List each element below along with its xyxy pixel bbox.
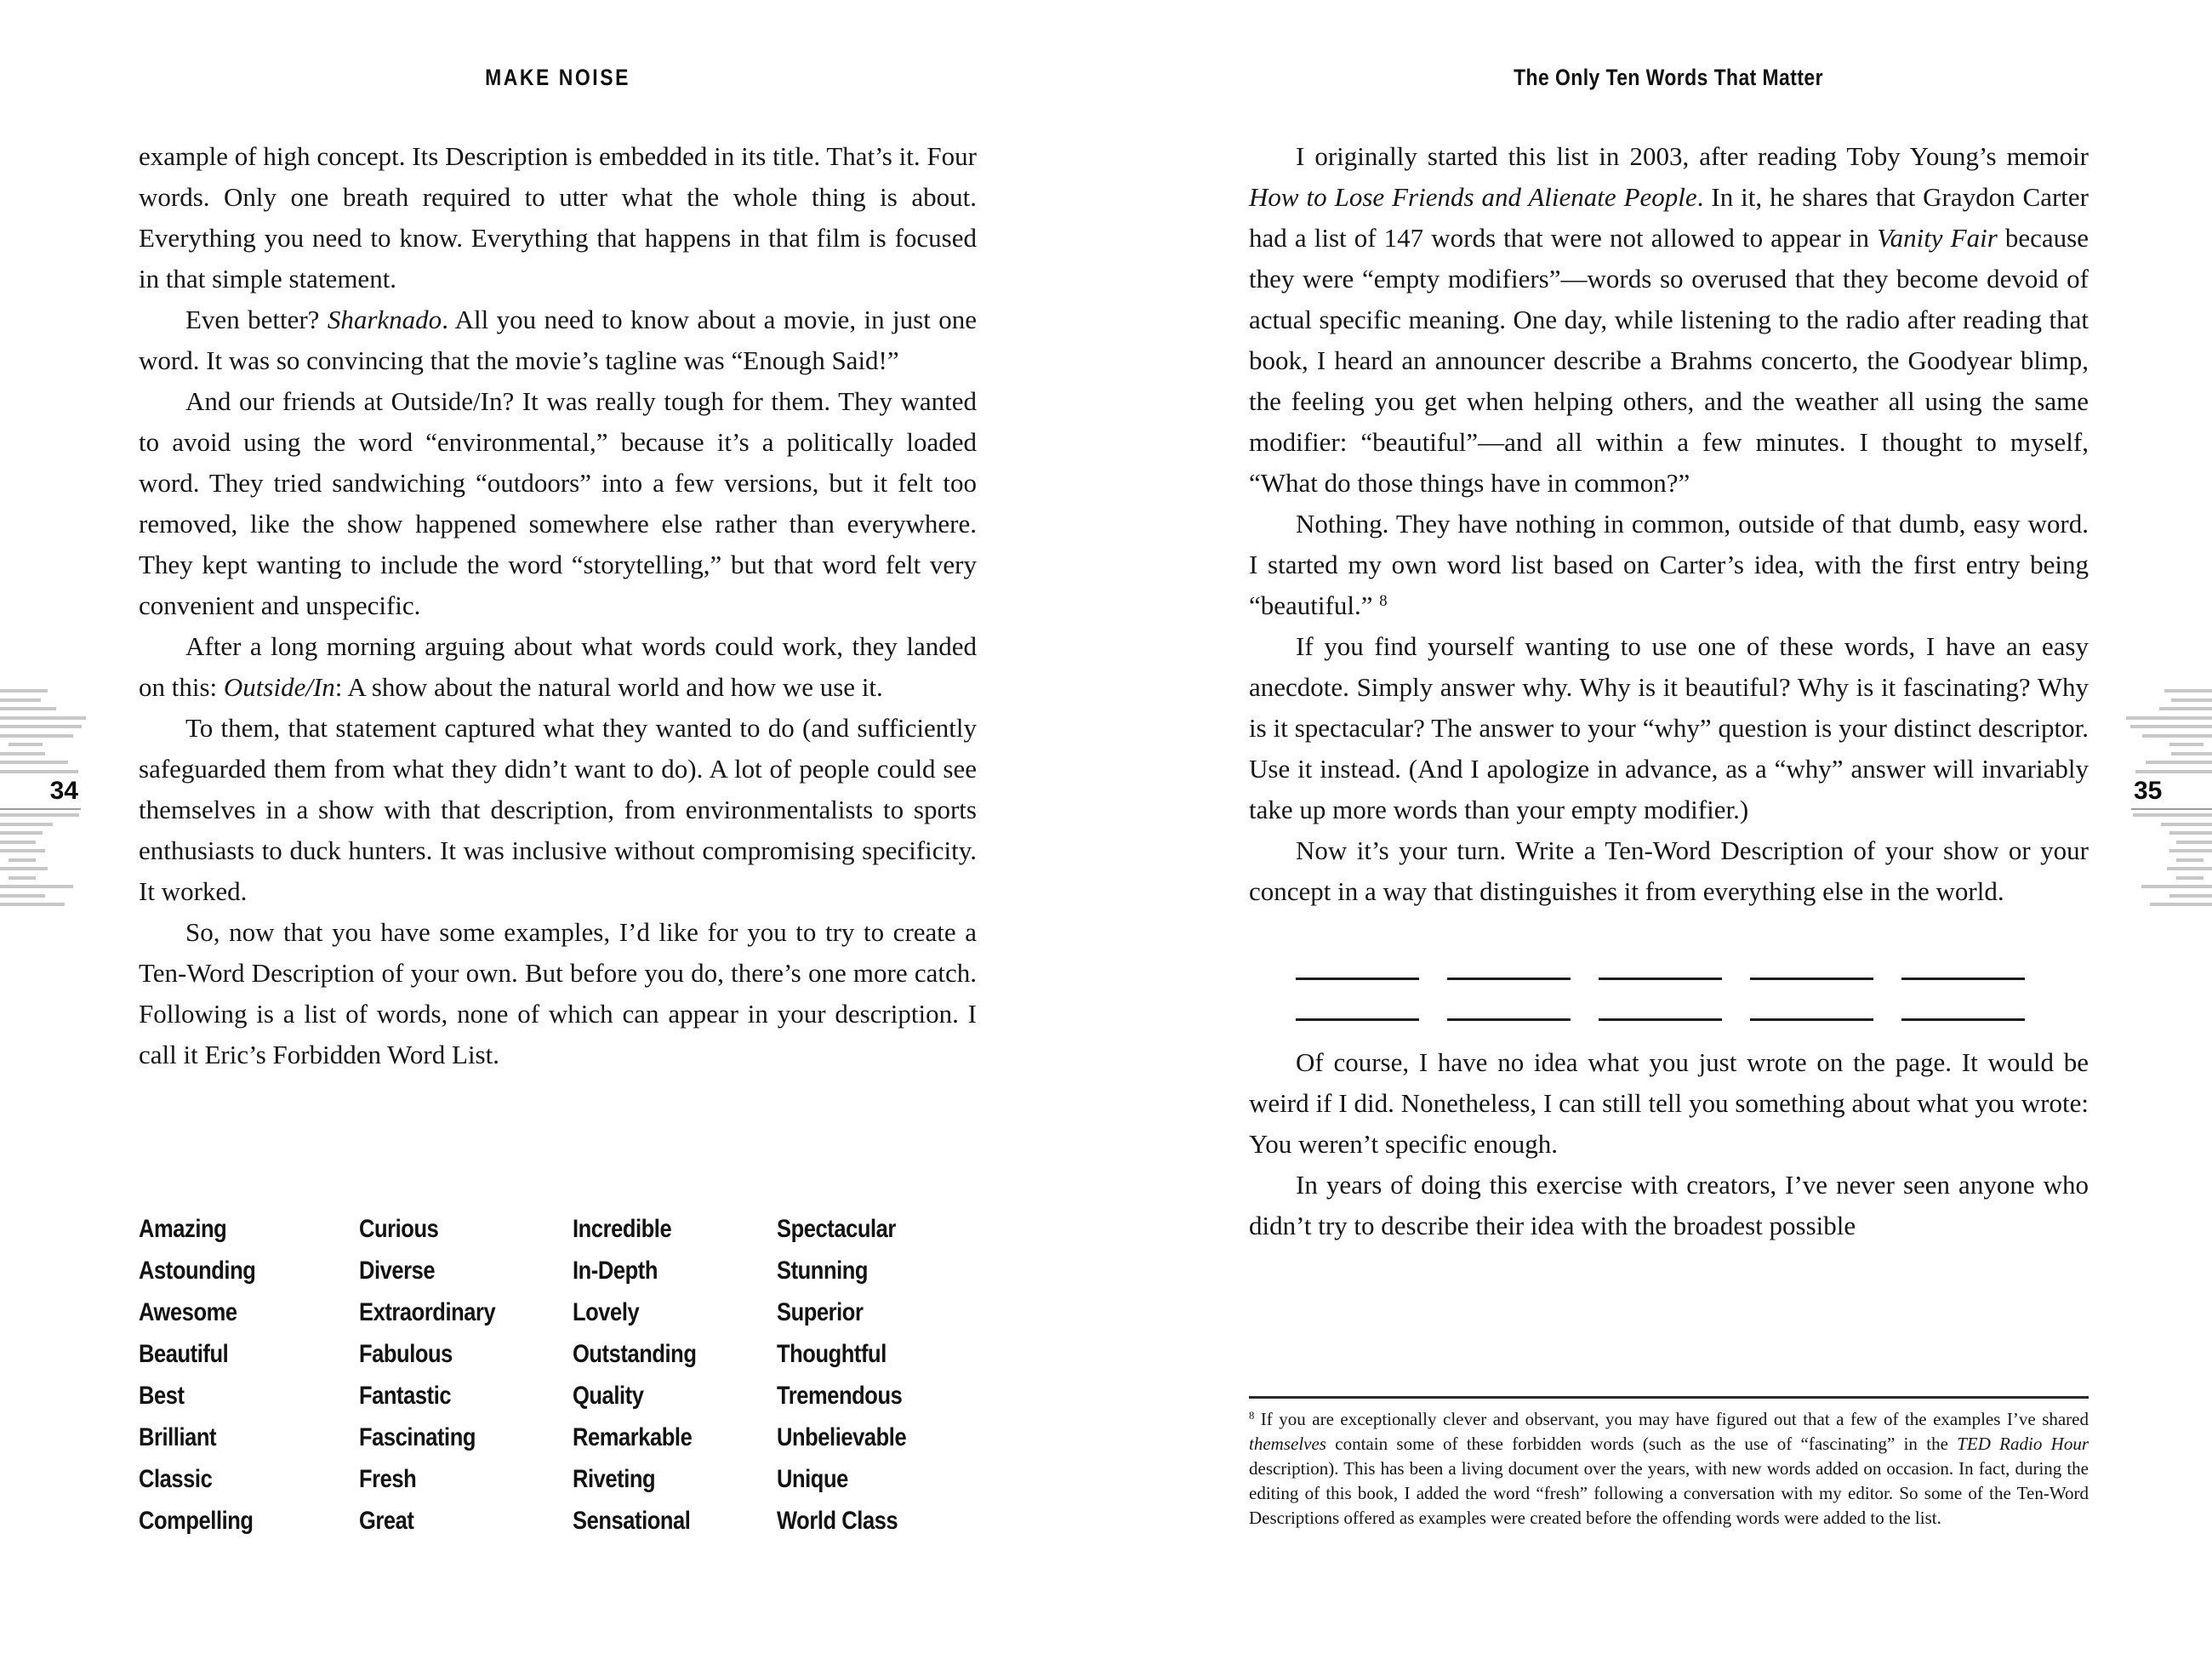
waveform-bar [2133,813,2212,817]
waveform-bar [0,770,78,773]
forbidden-word [139,1250,359,1291]
forbidden-word [139,1458,359,1500]
footnote [1249,1396,2089,1531]
forbidden-word-label: Riveting [573,1465,656,1493]
write-in-blank [1901,949,2025,980]
word-list-column [139,1208,359,1542]
forbidden-word-label: In-Depth [573,1257,658,1285]
waveform-bar [0,813,79,817]
text-run: And our friends at Outside/In? It was really tough for them. They wanted to avoid using the word “environmental,” because it’s a politically loaded word. They tried sandwiching “outdoors” into a few versions, but it felt too removed, like the show happened somewhere else rather than everywhere. They kept wanting to include the word “storytelling,” but that word felt very convenient and unspecific. [139,386,977,620]
left-running-head-text: MAKE NOISE [485,65,630,90]
forbidden-word [777,1417,929,1458]
waveform-bar [9,743,43,746]
right-waveform-bottom [2133,813,2212,912]
forbidden-word [777,1458,929,1500]
text-run: example of high concept. Its Description is embedded in its title. That’s it. Four words. Only one breath required to utter what the whole thing is about. Everything you need to know. Everything that happens in that film is focused in that simple statement. [139,141,977,294]
write-in-blank [1296,949,1419,980]
left-body-text [139,136,977,1075]
write-in-blanks [1296,949,2089,1030]
waveform-bar [0,903,65,906]
italic-text: Outside/In [223,672,335,702]
waveform-bar [0,734,73,738]
paragraph [1249,1042,2089,1165]
waveform-bar [0,716,86,720]
forbidden-word-label: Compelling [139,1507,254,1535]
write-in-blank [1599,949,1722,980]
forbidden-word-label: Sensational [573,1507,691,1535]
waveform-bar [9,876,36,880]
write-in-blanks-row [1296,989,2089,1030]
forbidden-word [139,1208,359,1250]
left-page-number: 34 [49,777,78,805]
text-run: Even better? [185,305,328,334]
forbidden-word-label: Brilliant [139,1423,217,1451]
waveform-bar [2146,761,2212,764]
forbidden-word-label: Fresh [359,1465,417,1493]
forbidden-word-list [139,1208,977,1542]
forbidden-word [359,1333,573,1375]
italic-text: Vanity Fair [1877,223,1998,253]
waveform-bar [0,689,48,693]
word-list-column [359,1208,573,1542]
paragraph [139,626,977,708]
waveform-bar [2142,734,2212,738]
left-running-head [139,65,977,91]
write-in-blank [1447,989,1571,1021]
forbidden-word [359,1417,573,1458]
forbidden-word-label: World Class [777,1507,898,1535]
forbidden-word-label: Superior [777,1298,864,1326]
right-page [1249,0,2089,1659]
text-run: because they were “empty modifiers”—words so overused that they become devoid of actual specific meaning. One day, while listening to the radio after reading that book, I heard an announcer describe a Brahms concerto, the Goodyear blimp, the feeling you get when helping others, and the weather all using the same modifier: “beautiful”—and all within a few minutes. I thought to myself, “What do those things have in common?” [1249,223,2089,498]
waveform-bar [2176,876,2203,880]
italic-text: TED Radio Hour [1957,1434,2089,1454]
paragraph [139,708,977,912]
forbidden-word-label: Awesome [139,1298,237,1326]
forbidden-word-label: Outstanding [573,1340,697,1368]
write-in-blank [1750,989,1873,1021]
forbidden-word [359,1458,573,1500]
forbidden-word [573,1208,777,1250]
waveform-bar [2169,894,2212,898]
text-run: So, now that you have some examples, I’d like for you to try to create a Ten-Word Description of your own. But before you do, there’s one more catch. Following is a list of words, none of which can appear in your description. I call it Eric’s Forbidden Word List. [139,917,977,1069]
text-run: To them, that statement captured what they wanted to do (and sufficiently safeguarded them from what they didn’t want to do). A lot of people could see themselves in a show with that description, from environmentalists to sports enthusiasts to duck hunters. It was inclusive without compromising specificity. It worked. [139,713,977,906]
text-run: After a long morning arguing about what words could work, they landed on this: [139,631,977,702]
left-waveform-bottom [0,813,79,912]
forbidden-word [573,1375,777,1417]
waveform-bar [2161,823,2212,826]
waveform-bar [2164,689,2212,693]
forbidden-word [359,1250,573,1291]
forbidden-word-label: Best [139,1382,185,1410]
italic-text: themselves [1249,1434,1326,1454]
footnote-text [1249,1407,2089,1531]
forbidden-word [573,1333,777,1375]
waveform-bar [2135,770,2212,773]
forbidden-word [777,1333,929,1375]
text-run: I originally started this list in 2003, after reading Toby Young’s memoir [1296,141,2089,171]
forbidden-word [139,1375,359,1417]
forbidden-word [777,1250,929,1291]
waveform-bar [0,707,56,710]
waveform-bar [2126,716,2212,720]
left-page [139,0,977,1659]
paragraph [139,912,977,1075]
paragraph [139,381,977,626]
forbidden-word [139,1417,359,1458]
paragraph [1249,136,2089,504]
text-run: In years of doing this exercise with creators, I’ve never seen anyone who didn’t try to describe their idea with the broadest possible [1249,1170,2089,1240]
forbidden-word-label: Unbelievable [777,1423,907,1451]
waveform-bar [2169,849,2212,852]
write-in-blank [1296,989,1419,1021]
right-page-number: 35 [2134,777,2163,805]
forbidden-word-label: Beautiful [139,1340,229,1368]
forbidden-word [777,1291,929,1333]
forbidden-word-label: Tremendous [777,1382,903,1410]
right-body-text [1249,136,2089,1246]
waveform-bar [2176,841,2212,844]
paragraph [139,136,977,299]
waveform-bar [2141,885,2212,888]
waveform-bar [0,725,82,728]
italic-text: Sharknado [327,305,442,334]
text-run: Nothing. They have nothing in common, outside of that dumb, easy word. I started my own word list based on Carter’s idea, with the first entry being “beautiful.” [1249,509,2089,620]
waveform-bar [9,858,36,862]
forbidden-word-label: Great [359,1507,414,1535]
left-waveform-top [0,689,86,778]
waveform-bar [2130,725,2212,728]
forbidden-word-label: Extraordinary [359,1298,496,1326]
forbidden-word [359,1500,573,1542]
forbidden-word [359,1208,573,1250]
text-run: . In it, he shares that Graydon Carter had a list of 147 words that were not allowed to appear in [1249,182,2089,253]
waveform-bar [2176,858,2203,862]
forbidden-word-label: Diverse [359,1257,436,1285]
forbidden-word-label: Remarkable [573,1423,693,1451]
write-in-blank [1750,949,1873,980]
write-in-blanks-row [1296,949,2089,989]
right-folio-rule [2131,808,2212,810]
waveform-bar [2171,752,2212,755]
forbidden-word-label: Astounding [139,1257,256,1285]
waveform-bar [0,867,48,870]
forbidden-word [573,1291,777,1333]
forbidden-word-label: Stunning [777,1257,869,1285]
waveform-bar [0,849,45,852]
word-list-column [573,1208,777,1542]
forbidden-word-label: Fabulous [359,1340,453,1368]
text-run: Now it’s your turn. Write a Ten-Word Description of your show or your concept in a way that distinguishes it from everything else in the world. [1249,835,2089,906]
left-folio-rule [0,808,81,810]
forbidden-word-label: Incredible [573,1215,672,1243]
forbidden-word-label: Spectacular [777,1215,896,1243]
waveform-bar [0,823,53,826]
waveform-bar [2169,831,2212,835]
forbidden-word-label: Amazing [139,1215,227,1243]
forbidden-word [139,1333,359,1375]
forbidden-word-label: Quality [573,1382,644,1410]
waveform-bar [0,831,43,835]
waveform-bar [0,885,73,888]
waveform-bar [2167,867,2212,870]
forbidden-word-label: Curious [359,1215,439,1243]
forbidden-word [359,1375,573,1417]
forbidden-word [777,1500,929,1542]
forbidden-word-label: Unique [777,1465,848,1493]
paragraph [1249,830,2089,912]
write-in-blank [1447,949,1571,980]
waveform-bar [0,698,41,702]
text-run: : A show about the natural world and how we use it. [334,672,883,702]
italic-text: How to Lose Friends and Alienate People [1249,182,1697,212]
right-running-head-text: The Only Ten Words That Matter [1514,65,1824,90]
forbidden-word [139,1500,359,1542]
waveform-bar [0,752,45,755]
waveform-bar [0,841,36,844]
right-waveform-top [2126,689,2212,778]
waveform-bar [2159,707,2212,710]
text-run: If you find yourself wanting to use one of these words, I have an easy anecdote. Simply answer why. Why is it beautiful? Why is it fascinating? Why is it spectacular? The answer to your “why” question is your distinct descriptor. Use it instead. (And I apologize in advance, as a “why” answer will invariably take up more words than your empty modifier.) [1249,631,2089,824]
waveform-bar [2169,743,2203,746]
forbidden-word [573,1250,777,1291]
forbidden-word-label: Thoughtful [777,1340,887,1368]
paragraph [1249,626,2089,830]
forbidden-word [359,1291,573,1333]
word-list-column [777,1208,929,1542]
forbidden-word [777,1208,929,1250]
paragraph [1249,1165,2089,1246]
text-run: If you are exceptionally clever and observant, you may have figured out that a few of the examples I’ve shared [1254,1409,2089,1429]
forbidden-word-label: Classic [139,1465,213,1493]
forbidden-word-label: Fantastic [359,1382,452,1410]
forbidden-word [573,1500,777,1542]
forbidden-word [139,1291,359,1333]
superscript-marker: 8 [1249,1410,1255,1422]
text-run: description). This has been a living document over the years, with new words added on occasion. In fact, during the editing of this book, I added the word “fresh” following a conversation with my editor. So some of the Ten-Word Descriptions offered as examples were created before the offending words were added to the list. [1249,1458,2089,1528]
waveform-bar [0,761,68,764]
forbidden-word [573,1458,777,1500]
superscript-marker: 8 [1379,591,1388,610]
forbidden-word [573,1417,777,1458]
text-run: . All you need to know about a movie, in just one word. It was so convincing that the movie’s tagline was “Enough Said!” [139,305,977,375]
waveform-bar [2171,698,2212,702]
text-run: contain some of these forbidden words (such as the use of “fascinating” in the [1325,1434,1958,1454]
text-run: Of course, I have no idea what you just wrote on the page. It would be weird if I did. Nonetheless, I can still tell you something about what you wrote: You weren’t specific enough. [1249,1047,2089,1159]
waveform-bar [2150,903,2212,906]
forbidden-word-label: Fascinating [359,1423,476,1451]
forbidden-word [777,1375,929,1417]
paragraph [139,299,977,381]
write-in-blank [1599,989,1722,1021]
footnote-rule [1249,1396,2089,1399]
paragraph [1249,504,2089,626]
waveform-bar [0,894,45,898]
right-running-head [1249,65,2089,91]
forbidden-word-label: Lovely [573,1298,640,1326]
write-in-blank [1901,989,2025,1021]
